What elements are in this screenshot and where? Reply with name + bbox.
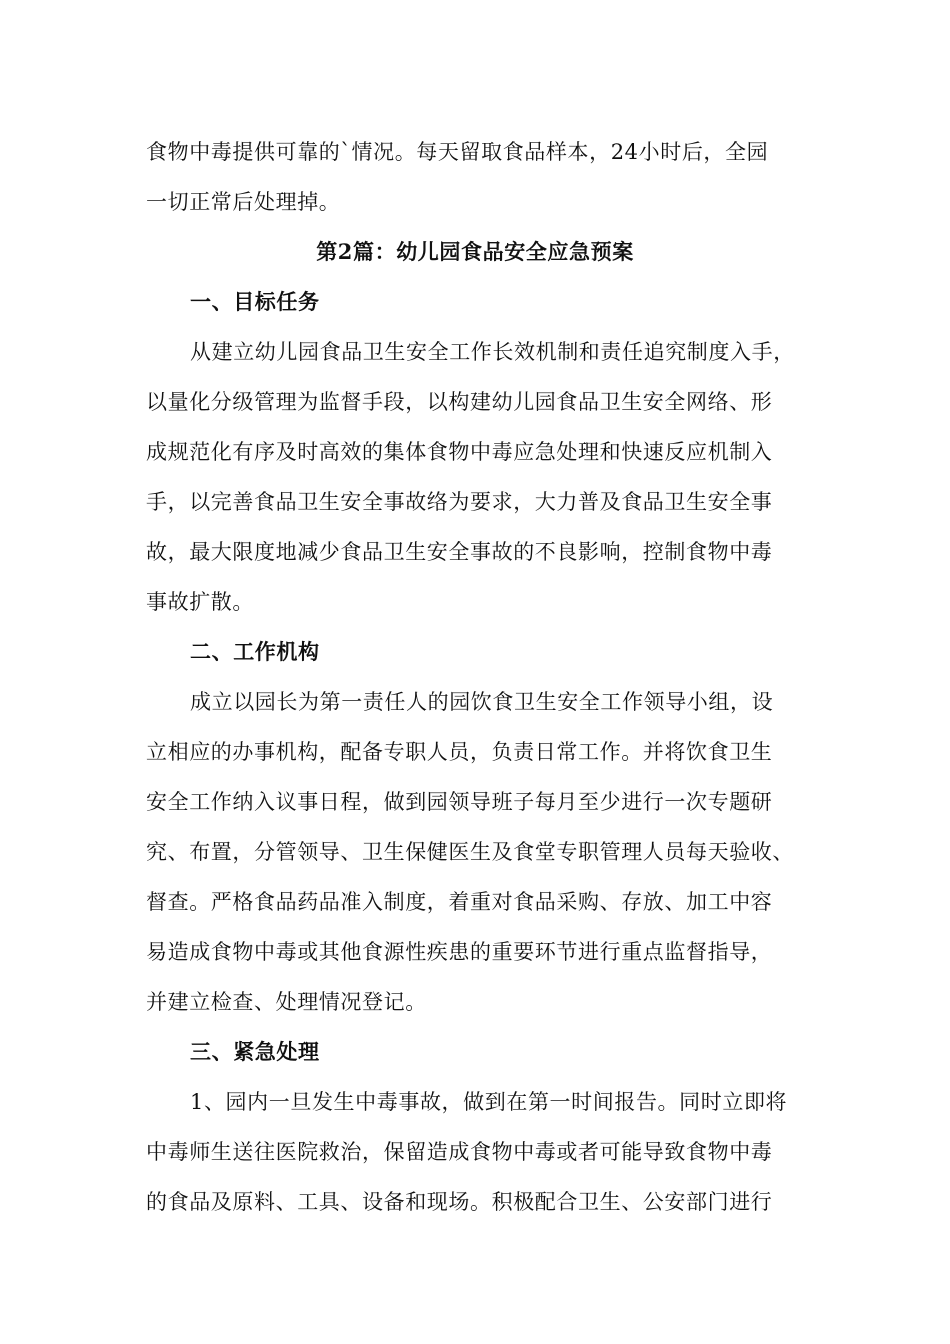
paragraph-line: 督查。严格食品药品准入制度，着重对食品采购、存放、加工中容 xyxy=(146,890,773,914)
paragraph-line: 从建立幼儿园食品卫生安全工作长效机制和责任追究制度入手， xyxy=(190,340,795,364)
paragraph-line: 事故扩散。 xyxy=(146,590,254,614)
paragraph-line: 成规范化有序及时高效的集体食物中毒应急处理和快速反应机制入 xyxy=(146,440,773,464)
paragraph-line: 安全工作纳入议事日程，做到园领导班子每月至少进行一次专题研 xyxy=(146,790,773,814)
paragraph-line: 易造成食物中毒或其他食源性疾患的重要环节进行重点监督指导， xyxy=(146,940,773,964)
paragraph-line: 成立以园长为第一责任人的园饮食卫生安全工作领导小组，设 xyxy=(190,690,774,714)
paragraph-line: 并建立检查、处理情况登记。 xyxy=(146,990,427,1014)
paragraph-line: 究、布置，分管领导、卫生保健医生及食堂专职管理人员每天验收、 xyxy=(146,840,794,864)
section-heading-objectives: 一、目标任务 xyxy=(190,289,320,314)
paragraph-line: 以量化分级管理为监督手段，以构建幼儿园食品卫生安全网络、形 xyxy=(146,390,773,414)
paragraph-line: 中毒师生送往医院救治，保留造成食物中毒或者可能导致食物中毒 xyxy=(146,1140,773,1164)
document-title: 第2篇：幼儿园食品安全应急预案 xyxy=(316,239,634,264)
section-heading-organization: 二、工作机构 xyxy=(190,639,320,664)
paragraph-line: 手，以完善食品卫生安全事故络为要求，大力普及食品卫生安全事 xyxy=(146,490,773,514)
paragraph-line: 的食品及原料、工具、设备和现场。积极配合卫生、公安部门进行 xyxy=(146,1190,773,1214)
section-heading-emergency: 三、紧急处理 xyxy=(190,1039,320,1064)
paragraph-line: 立相应的办事机构，配备专职人员，负责日常工作。并将饮食卫生 xyxy=(146,740,773,764)
intro-line-2: 一切正常后处理掉。 xyxy=(146,190,341,214)
paragraph-line: 1、园内一旦发生中毒事故，做到在第一时间报告。同时立即将 xyxy=(190,1090,788,1114)
paragraph-line: 故，最大限度地减少食品卫生安全事故的不良影响，控制食物中毒 xyxy=(146,540,773,564)
intro-line-1: 食物中毒提供可靠的`情况。每天留取食品样本，24小时后，全园 xyxy=(146,140,769,164)
